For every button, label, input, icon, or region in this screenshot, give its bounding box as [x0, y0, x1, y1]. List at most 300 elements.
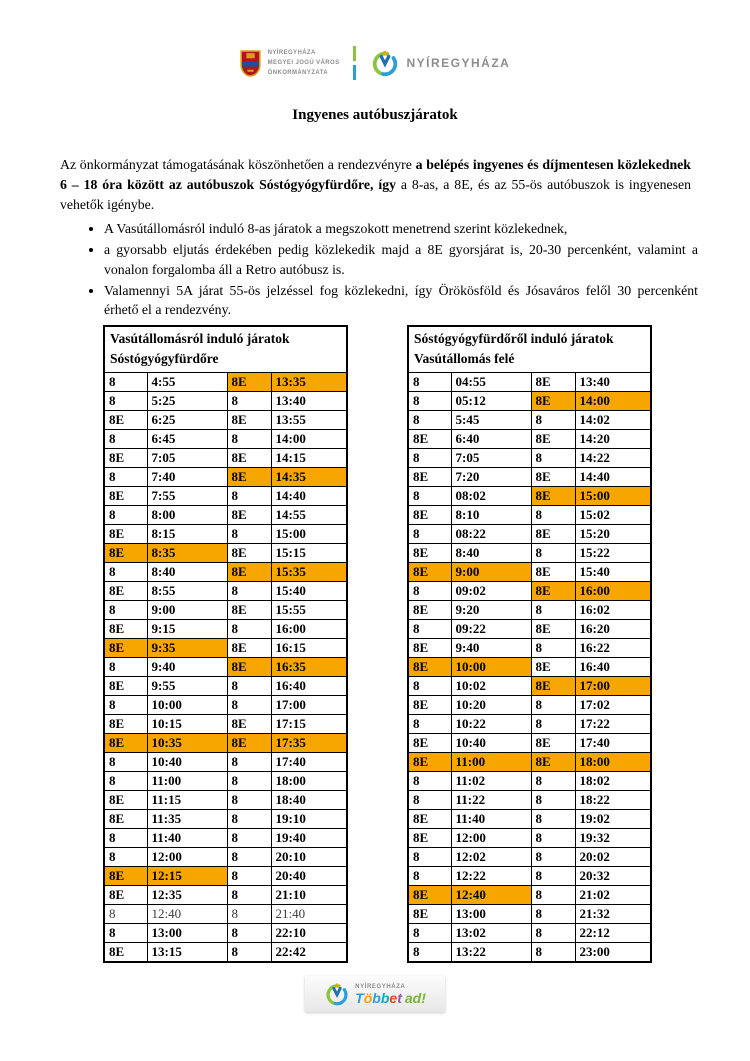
route-cell: 8	[531, 448, 575, 467]
route-cell: 8E	[531, 657, 575, 676]
time-cell: 8:40	[147, 562, 227, 581]
footer-text	[355, 984, 426, 1005]
route-cell: 8	[227, 752, 271, 771]
intro-normal-2: a 8-as, a 8E, és az 55-ös autóbuszok is ingyenesen vehetők igénybe.	[60, 176, 691, 212]
time-cell: 6:45	[147, 429, 227, 448]
time-cell: 14:02	[575, 410, 651, 429]
time-cell: 18:40	[271, 790, 347, 809]
timetable-row	[104, 657, 347, 676]
time-cell: 15:20	[575, 524, 651, 543]
time-cell: 7:05	[451, 448, 531, 467]
time-cell: 04:55	[451, 372, 531, 391]
route-cell: 8E	[104, 524, 147, 543]
time-cell: 17:22	[575, 714, 651, 733]
bullet-item: • A Vasútállomásról induló 8-as járatok a megszokott menetrend szerint közlekednek,	[104, 219, 698, 239]
time-cell: 23:00	[575, 942, 651, 962]
footer-slogan	[355, 991, 426, 1005]
timetable-row	[408, 448, 651, 467]
route-cell: 8E	[104, 448, 147, 467]
time-cell: 16:40	[271, 676, 347, 695]
timetable-row	[408, 847, 651, 866]
route-cell: 8E	[227, 714, 271, 733]
timetable-row	[104, 733, 347, 752]
municipality-logo	[240, 48, 340, 79]
route-cell: 8E	[408, 809, 451, 828]
route-cell: 8E	[104, 885, 147, 904]
time-cell: 9:00	[147, 600, 227, 619]
time-cell: 17:40	[271, 752, 347, 771]
footer-brand: NYÍREGYHÁZA	[355, 983, 406, 990]
route-cell: 8	[531, 942, 575, 962]
route-cell: 8	[531, 904, 575, 923]
time-cell: 5:45	[451, 410, 531, 429]
timetable-row	[408, 410, 651, 429]
time-cell: 21:40	[271, 904, 347, 923]
timetable-row	[408, 524, 651, 543]
timetable-row	[104, 942, 347, 962]
route-cell: 8E	[104, 581, 147, 600]
footer-logo-badge	[305, 976, 445, 1012]
time-cell: 11:35	[147, 809, 227, 828]
route-cell: 8	[531, 847, 575, 866]
bullet-item: • Valamennyi 5A járat 55-ös jelzéssel fog közlekedni, így Örökösföld és Jósaváros felől 30 percenként érhető el a rendezvény.	[104, 281, 698, 321]
time-cell: 9:15	[147, 619, 227, 638]
time-cell: 17:02	[575, 695, 651, 714]
time-cell: 8:55	[147, 581, 227, 600]
timetable-row	[104, 847, 347, 866]
municipality-logo-text: NYÍREGYHÁZA MEGYEI JOGÚ VÁROS ÖNKORMÁNYZATA	[267, 49, 340, 77]
time-cell: 11:40	[451, 809, 531, 828]
route-cell: 8	[104, 505, 147, 524]
route-cell: 8E	[227, 410, 271, 429]
route-cell: 8	[227, 866, 271, 885]
timetable-row	[104, 676, 347, 695]
route-cell: 8	[531, 828, 575, 847]
timetable-row	[408, 372, 651, 391]
route-cell: 8	[531, 885, 575, 904]
bullet-list	[86, 219, 698, 321]
time-cell: 8:35	[147, 543, 227, 562]
timetable-row	[104, 904, 347, 923]
route-cell: 8E	[408, 752, 451, 771]
timetable-row	[104, 695, 347, 714]
time-cell: 13:22	[451, 942, 531, 962]
route-cell: 8	[227, 695, 271, 714]
timetable-row	[408, 676, 651, 695]
logo-divider	[353, 46, 356, 80]
route-cell: 8	[227, 942, 271, 962]
route-cell: 8	[408, 372, 451, 391]
time-cell: 20:10	[271, 847, 347, 866]
route-cell: 8	[531, 790, 575, 809]
timetable-row	[104, 391, 347, 410]
route-cell: 8E	[531, 391, 575, 410]
timetable-row	[104, 581, 347, 600]
time-cell: 15:40	[575, 562, 651, 581]
time-cell: 14:35	[271, 467, 347, 486]
time-cell: 16:02	[575, 600, 651, 619]
time-cell: 10:15	[147, 714, 227, 733]
time-cell: 16:40	[575, 657, 651, 676]
time-cell: 15:00	[575, 486, 651, 505]
time-cell: 14:15	[271, 448, 347, 467]
time-cell: 13:35	[271, 372, 347, 391]
timetable-row	[104, 828, 347, 847]
route-cell: 8	[104, 600, 147, 619]
time-cell: 18:00	[575, 752, 651, 771]
route-cell: 8	[227, 486, 271, 505]
route-cell: 8	[104, 467, 147, 486]
route-cell: 8E	[531, 467, 575, 486]
route-cell: 8E	[531, 486, 575, 505]
time-cell: 15:55	[271, 600, 347, 619]
timetable-row	[408, 638, 651, 657]
time-cell: 9:20	[451, 600, 531, 619]
nyiregyhaza-swirl-icon	[370, 48, 400, 78]
time-cell: 20:32	[575, 866, 651, 885]
route-cell: 8E	[104, 676, 147, 695]
timetable-row	[104, 448, 347, 467]
time-cell: 19:02	[575, 809, 651, 828]
route-cell: 8	[227, 524, 271, 543]
time-cell: 12:40	[451, 885, 531, 904]
route-cell: 8	[227, 429, 271, 448]
route-cell: 8	[227, 790, 271, 809]
time-cell: 05:12	[451, 391, 531, 410]
time-cell: 08:02	[451, 486, 531, 505]
timetable-return	[407, 325, 652, 963]
timetable-row	[408, 600, 651, 619]
route-cell: 8E	[408, 904, 451, 923]
timetable-row	[104, 600, 347, 619]
timetable-row	[408, 733, 651, 752]
time-cell: 10:35	[147, 733, 227, 752]
timetables	[103, 325, 652, 963]
timetable-row	[104, 562, 347, 581]
route-cell: 8E	[227, 600, 271, 619]
route-cell: 8	[531, 543, 575, 562]
time-cell: 15:40	[271, 581, 347, 600]
route-cell: 8	[408, 524, 451, 543]
route-cell: 8E	[408, 695, 451, 714]
route-cell: 8	[531, 410, 575, 429]
bullet-item: • a gyorsabb eljutás érdekében pedig közlekedik majd a 8E gyorsjárat is, 20-30 percenként, valamint a vonalon forgalomba áll a Retro autóbusz is.	[104, 240, 698, 280]
time-cell: 15:22	[575, 543, 651, 562]
route-cell: 8E	[227, 733, 271, 752]
route-cell: 8	[408, 714, 451, 733]
route-cell: 8	[408, 619, 451, 638]
time-cell: 11:02	[451, 771, 531, 790]
time-cell: 10:00	[451, 657, 531, 676]
time-cell: 15:00	[271, 524, 347, 543]
route-cell: 8E	[104, 619, 147, 638]
time-cell: 21:32	[575, 904, 651, 923]
route-cell: 8	[227, 676, 271, 695]
time-cell: 13:15	[147, 942, 227, 962]
route-cell: 8E	[408, 467, 451, 486]
route-cell: 8	[408, 866, 451, 885]
route-cell: 8	[408, 771, 451, 790]
route-cell: 8	[408, 923, 451, 942]
time-cell: 17:00	[271, 695, 347, 714]
timetable-row	[104, 638, 347, 657]
timetable-title: Sóstógyógyfürdőről induló járatok Vasútállomás felé	[408, 326, 651, 372]
time-cell: 16:15	[271, 638, 347, 657]
time-cell: 13:40	[575, 372, 651, 391]
time-cell: 17:40	[575, 733, 651, 752]
time-cell: 11:00	[147, 771, 227, 790]
timetable-row	[104, 619, 347, 638]
route-cell: 8	[104, 847, 147, 866]
time-cell: 18:22	[575, 790, 651, 809]
time-cell: 16:20	[575, 619, 651, 638]
time-cell: 8:15	[147, 524, 227, 543]
time-cell: 12:40	[147, 904, 227, 923]
route-cell: 8E	[408, 733, 451, 752]
route-cell: 8E	[104, 790, 147, 809]
time-cell: 7:05	[147, 448, 227, 467]
timetable-row	[104, 885, 347, 904]
route-cell: 8E	[531, 752, 575, 771]
time-cell: 12:02	[451, 847, 531, 866]
nyiregyhaza-swirl-icon	[324, 981, 350, 1007]
time-cell: 22:12	[575, 923, 651, 942]
timetable-row	[408, 809, 651, 828]
time-cell: 12:22	[451, 866, 531, 885]
timetable-row	[408, 771, 651, 790]
route-cell: 8E	[408, 828, 451, 847]
time-cell: 14:40	[575, 467, 651, 486]
time-cell: 17:35	[271, 733, 347, 752]
timetable-row	[408, 657, 651, 676]
timetable-row	[104, 505, 347, 524]
time-cell: 15:15	[271, 543, 347, 562]
route-cell: 8	[531, 505, 575, 524]
route-cell: 8	[531, 714, 575, 733]
time-cell: 15:35	[271, 562, 347, 581]
route-cell: 8	[104, 429, 147, 448]
intro-paragraph	[60, 155, 691, 215]
timetable-row	[104, 410, 347, 429]
route-cell: 8E	[104, 543, 147, 562]
time-cell: 9:40	[147, 657, 227, 676]
time-cell: 13:00	[451, 904, 531, 923]
route-cell: 8E	[227, 467, 271, 486]
time-cell: 6:25	[147, 410, 227, 429]
route-cell: 8	[227, 809, 271, 828]
timetable-row	[408, 904, 651, 923]
timetable-row	[408, 828, 651, 847]
timetable-row	[408, 505, 651, 524]
route-cell: 8	[408, 676, 451, 695]
time-cell: 10:22	[451, 714, 531, 733]
route-cell: 8E	[531, 372, 575, 391]
route-cell: 8	[227, 581, 271, 600]
route-cell: 8E	[104, 486, 147, 505]
time-cell: 16:22	[575, 638, 651, 657]
timetable-row	[408, 866, 651, 885]
route-cell: 8E	[531, 562, 575, 581]
timetable-row	[408, 619, 651, 638]
brand-label: NYÍREGYHÁZA	[406, 56, 511, 70]
time-cell: 09:22	[451, 619, 531, 638]
timetable-row	[408, 581, 651, 600]
route-cell: 8	[104, 562, 147, 581]
route-cell: 8	[104, 695, 147, 714]
route-cell: 8E	[531, 619, 575, 638]
time-cell: 9:55	[147, 676, 227, 695]
timetable-row	[408, 790, 651, 809]
timetable-row	[408, 467, 651, 486]
route-cell: 8E	[408, 543, 451, 562]
route-cell: 8	[531, 809, 575, 828]
time-cell: 17:00	[575, 676, 651, 695]
timetable-row	[408, 885, 651, 904]
timetable-row	[408, 562, 651, 581]
timetable-row	[104, 771, 347, 790]
route-cell: 8E	[531, 676, 575, 695]
time-cell: 21:10	[271, 885, 347, 904]
timetable-row	[408, 923, 651, 942]
route-cell: 8	[408, 790, 451, 809]
route-cell: 8	[227, 885, 271, 904]
time-cell: 16:00	[271, 619, 347, 638]
page-title: Ingyenes autóbuszjáratok	[292, 107, 458, 123]
time-cell: 20:02	[575, 847, 651, 866]
timetable-row	[408, 486, 651, 505]
time-cell: 12:15	[147, 866, 227, 885]
time-cell: 7:40	[147, 467, 227, 486]
time-cell: 12:00	[451, 828, 531, 847]
timetable-row	[104, 866, 347, 885]
time-cell: 19:10	[271, 809, 347, 828]
route-cell: 8	[408, 391, 451, 410]
route-cell: 8E	[227, 657, 271, 676]
time-cell: 22:10	[271, 923, 347, 942]
route-cell: 8	[104, 391, 147, 410]
route-cell: 8	[227, 771, 271, 790]
time-cell: 7:55	[147, 486, 227, 505]
time-cell: 13:00	[147, 923, 227, 942]
timetable-row	[104, 486, 347, 505]
route-cell: 8E	[227, 448, 271, 467]
time-cell: 10:20	[451, 695, 531, 714]
route-cell: 8	[104, 372, 147, 391]
timetable-row	[408, 752, 651, 771]
route-cell: 8	[227, 923, 271, 942]
route-cell: 8E	[104, 638, 147, 657]
time-cell: 16:35	[271, 657, 347, 676]
time-cell: 8:40	[451, 543, 531, 562]
header-logos	[0, 46, 750, 80]
timetable-row	[408, 695, 651, 714]
time-cell: 16:00	[575, 581, 651, 600]
route-cell: 8	[104, 923, 147, 942]
timetable-header-row	[104, 326, 347, 372]
route-cell: 8E	[104, 733, 147, 752]
time-cell: 12:00	[147, 847, 227, 866]
route-cell: 8	[227, 904, 271, 923]
time-cell: 14:00	[575, 391, 651, 410]
route-cell: 8	[104, 904, 147, 923]
route-cell: 8E	[227, 543, 271, 562]
time-cell: 14:20	[575, 429, 651, 448]
route-cell: 8	[104, 771, 147, 790]
route-cell: 8E	[408, 657, 451, 676]
time-cell: 8:00	[147, 505, 227, 524]
time-cell: 13:55	[271, 410, 347, 429]
timetable-row	[408, 429, 651, 448]
intro-bold: a belépés ingyenes és díjmentesen közlekednek 6 – 18 óra között az autóbuszok Sóstógyógyfürdőre, így	[60, 156, 691, 192]
route-cell: 8	[227, 619, 271, 638]
timetable-outbound	[103, 325, 348, 963]
timetable-row	[104, 429, 347, 448]
time-cell: 17:15	[271, 714, 347, 733]
timetable-row	[104, 467, 347, 486]
time-cell: 13:02	[451, 923, 531, 942]
route-cell: 8	[104, 657, 147, 676]
time-cell: 14:55	[271, 505, 347, 524]
time-cell: 12:35	[147, 885, 227, 904]
route-cell: 8E	[531, 524, 575, 543]
time-cell: 9:00	[451, 562, 531, 581]
route-cell: 8E	[408, 885, 451, 904]
time-cell: 18:02	[575, 771, 651, 790]
time-cell: 11:00	[451, 752, 531, 771]
timetable-row	[104, 923, 347, 942]
time-cell: 9:35	[147, 638, 227, 657]
time-cell: 19:32	[575, 828, 651, 847]
route-cell: 8E	[408, 600, 451, 619]
route-cell: 8E	[104, 714, 147, 733]
time-cell: 18:00	[271, 771, 347, 790]
route-cell: 8	[531, 600, 575, 619]
timetable-row	[104, 543, 347, 562]
time-cell: 15:02	[575, 505, 651, 524]
time-cell: 22:42	[271, 942, 347, 962]
timetable-row	[104, 809, 347, 828]
timetable-row	[104, 372, 347, 391]
route-cell: 8	[531, 923, 575, 942]
time-cell: 10:02	[451, 676, 531, 695]
route-cell: 8	[408, 581, 451, 600]
timetable-row	[408, 942, 651, 962]
time-cell: 10:00	[147, 695, 227, 714]
route-cell: 8E	[531, 733, 575, 752]
route-cell: 8E	[104, 809, 147, 828]
route-cell: 8	[531, 866, 575, 885]
intro-normal-1: Az önkormányzat támogatásának köszönhetően a rendezvényre	[60, 156, 416, 172]
timetable-row	[408, 714, 651, 733]
time-cell: 7:20	[451, 467, 531, 486]
time-cell: 11:15	[147, 790, 227, 809]
route-cell: 8	[408, 847, 451, 866]
route-cell: 8	[531, 695, 575, 714]
route-cell: 8E	[104, 410, 147, 429]
time-cell: 11:22	[451, 790, 531, 809]
time-cell: 08:22	[451, 524, 531, 543]
route-cell: 8E	[408, 505, 451, 524]
route-cell: 8E	[227, 638, 271, 657]
time-cell: 14:00	[271, 429, 347, 448]
route-cell: 8E	[408, 429, 451, 448]
coat-of-arms-icon	[240, 50, 261, 77]
time-cell: 5:25	[147, 391, 227, 410]
time-cell: 11:40	[147, 828, 227, 847]
time-cell: 6:40	[451, 429, 531, 448]
timetable-row	[104, 714, 347, 733]
time-cell: 09:02	[451, 581, 531, 600]
